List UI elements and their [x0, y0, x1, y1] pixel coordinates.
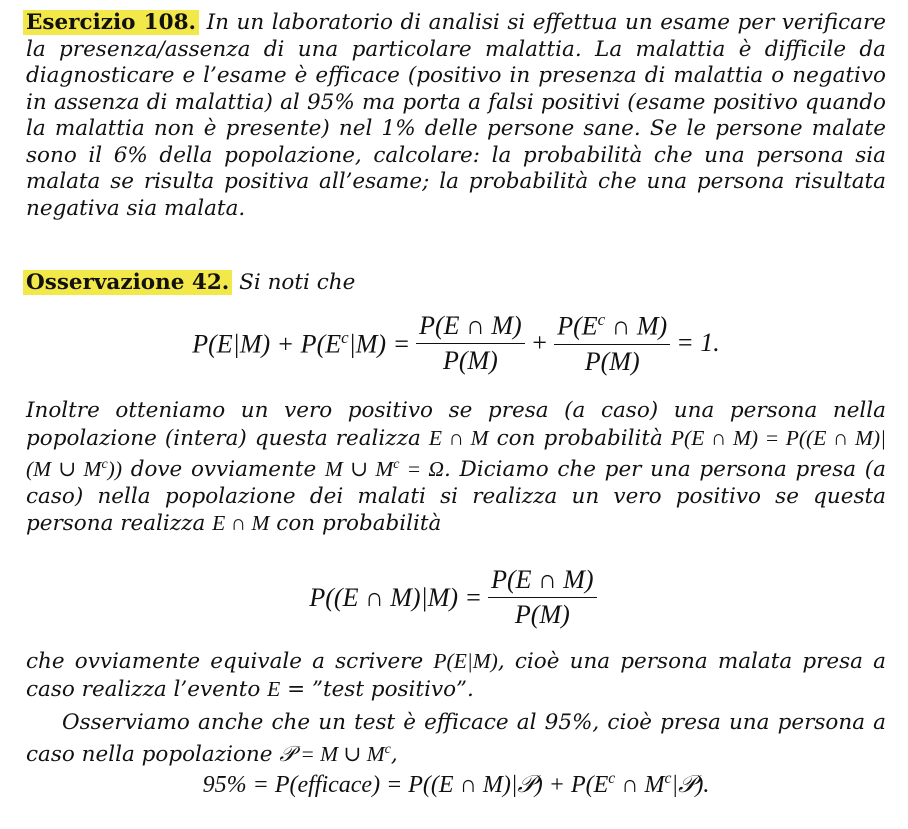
eq1-rhs: = 1.: [676, 328, 720, 358]
observation-intro: Si noti che: [239, 270, 356, 295]
exercise-label: Esercizio 108.: [23, 10, 199, 35]
exercise-paragraph: [26, 10, 886, 222]
exercise-text: In un laboratorio di analisi si effettua un esame per verificare la presenza/assenza di una particolare malattia. La malattia è difficile da diagnosticare e l’esame è efficace (positivo in presenza di malattia o negativo in assenza di malattia) al 95% ma porta a falsi positivi (esame positivo quando la malattia non è presente) nel 1% delle persone sane. Se le persone malate sono il 6% della popolazione, calcolare: la probabilità che una persona sia malata se risulta positiva all’esame; la probabilità che una persona risultata negativa sia malata.: [26, 10, 887, 221]
eq1-fraction-1: $\frac{P(E \cap M)}{P(M)}$: [416, 311, 525, 376]
eq1-lhs: $P(E|M) + P(E^c|M)$ =: [192, 327, 411, 359]
observation-label: Osservazione 42.: [23, 270, 232, 295]
observation-paragraph-4: Osserviamo anche che un test è efficace al 95%, cioè presa una persona a caso nella popolazione 𝒫 = M ∪ $M^c$,: [26, 710, 886, 767]
eq2-fraction: $\frac{P(E \cap M)}{P(M)}$: [488, 565, 597, 630]
equation-2: [26, 565, 886, 630]
observation-paragraph-3: che ovviamente equivale a scrivere P(E|M), cioè una persona malata presa a caso realizza l’evento E = ”test positivo”.: [26, 649, 886, 702]
eq1-fraction-2: $\frac{P(E^c \cap M)}{P(M)}$: [554, 310, 670, 377]
equation-3: [26, 770, 886, 799]
eq1-plus: +: [530, 328, 549, 358]
equation-1: [26, 310, 886, 377]
eq2-lhs: P((E ∩ M)|M) =: [309, 582, 483, 612]
eq3: 95% = P(efficace) = P((E ∩ M)|𝒫) + $P(E^c$ ∩ $M^c|𝒫$).: [202, 770, 710, 798]
observation-paragraph-2: Inoltre otteniamo un vero positivo se presa (a caso) una persona nella popolazione (intera) questa realizza E ∩ M con probabilità P(E ∩ M) = P((E ∩ M)|(M ∪ $M^c$)) dove ovviamente M ∪ $M^c = \Omega$. Diciamo che per una persona presa (a caso) nella popolazione dei malati si realizza un vero positivo se questa persona realizza E ∩ M con probabilità: [26, 398, 886, 537]
observation-heading: [26, 270, 886, 297]
